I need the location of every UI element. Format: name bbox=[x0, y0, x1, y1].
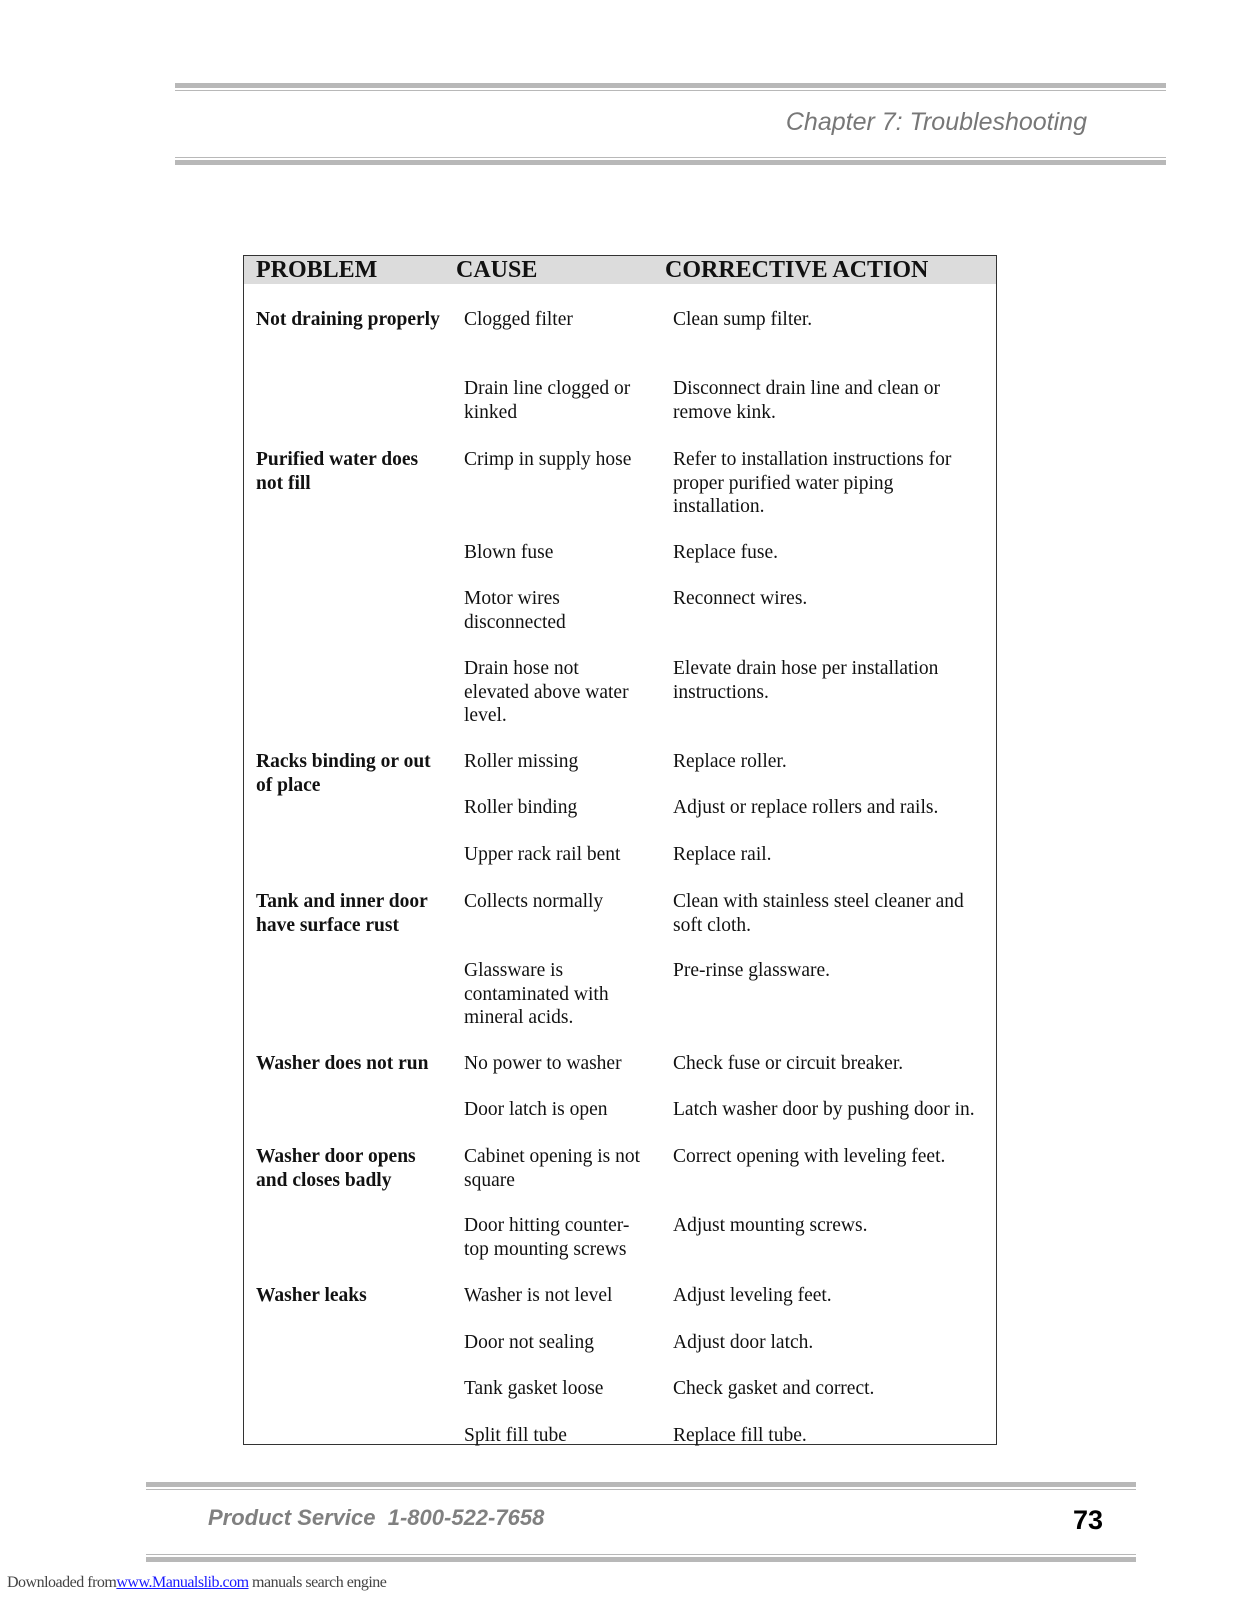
action-cell: Replace fill tube. bbox=[673, 1425, 807, 1446]
action-cell: Refer to installation instructions for proper purified water piping installation. bbox=[673, 449, 952, 517]
cause-cell: Glassware is contaminated with mineral acids. bbox=[464, 960, 609, 1028]
problem-cell: Tank and inner door have surface rust bbox=[256, 891, 428, 936]
download-prefix: Downloaded from bbox=[7, 1574, 117, 1591]
cause-cell: Roller binding bbox=[464, 797, 578, 818]
header-rule-top bbox=[175, 83, 1166, 88]
action-cell: Adjust mounting screws. bbox=[673, 1215, 868, 1236]
header-rule-top-thin bbox=[175, 90, 1166, 91]
manualslib-link[interactable]: www.Manualslib.com bbox=[116, 1574, 249, 1591]
action-cell: Correct opening with leveling feet. bbox=[673, 1146, 946, 1167]
problem-cell: Washer leaks bbox=[256, 1285, 367, 1306]
header-cause: CAUSE bbox=[456, 257, 538, 283]
cause-cell: Door latch is open bbox=[464, 1099, 608, 1120]
action-cell: Adjust or replace rollers and rails. bbox=[673, 797, 939, 818]
action-cell: Latch washer door by pushing door in. bbox=[673, 1099, 975, 1120]
cause-cell: Door hitting counter-top mounting screws bbox=[464, 1215, 630, 1260]
action-cell: Reconnect wires. bbox=[673, 588, 808, 609]
problem-cell: Purified water does not fill bbox=[256, 449, 419, 494]
action-cell: Replace roller. bbox=[673, 751, 787, 772]
download-suffix: manuals search engine bbox=[248, 1574, 387, 1591]
cause-cell: Clogged filter bbox=[464, 309, 573, 330]
header-corrective-action: CORRECTIVE ACTION bbox=[665, 257, 929, 283]
cause-cell: Washer is not level bbox=[464, 1285, 613, 1306]
action-cell: Clean with stainless steel cleaner and soft cloth. bbox=[673, 891, 964, 936]
cause-cell: Motor wires disconnected bbox=[464, 588, 566, 633]
cause-cell: Tank gasket loose bbox=[464, 1378, 604, 1399]
table-header bbox=[244, 256, 996, 284]
header-rule-bottom-thin bbox=[175, 157, 1166, 158]
problem-cell: Not draining properly bbox=[256, 309, 440, 330]
problem-cell: Racks binding or out of place bbox=[256, 751, 431, 796]
cause-cell: Upper rack rail bent bbox=[464, 844, 621, 865]
cause-cell: No power to washer bbox=[464, 1053, 622, 1074]
problem-cell: Washer does not run bbox=[256, 1053, 429, 1074]
chapter-title: Chapter 7: Troubleshooting bbox=[785, 108, 1087, 136]
footer-rule-top bbox=[146, 1482, 1136, 1487]
cause-cell: Cabinet opening is not square bbox=[464, 1146, 641, 1191]
header-problem: PROBLEM bbox=[256, 257, 378, 283]
download-note bbox=[7, 1574, 386, 1592]
action-cell: Replace fuse. bbox=[673, 542, 779, 563]
cause-cell: Blown fuse bbox=[464, 542, 554, 563]
troubleshooting-table bbox=[243, 255, 997, 1445]
action-cell: Adjust leveling feet. bbox=[673, 1285, 832, 1306]
cause-cell: Crimp in supply hose bbox=[464, 449, 632, 470]
action-cell: Adjust door latch. bbox=[673, 1332, 814, 1353]
cause-cell: Door not sealing bbox=[464, 1332, 594, 1353]
action-cell: Check gasket and correct. bbox=[673, 1378, 875, 1399]
action-cell: Clean sump filter. bbox=[673, 309, 813, 330]
footer-rule-bottom bbox=[146, 1557, 1136, 1562]
cause-cell: Drain hose not elevated above water level. bbox=[464, 658, 629, 726]
cause-cell: Split fill tube bbox=[464, 1425, 567, 1446]
cause-cell: Drain line clogged or kinked bbox=[464, 378, 631, 423]
action-cell: Disconnect drain line and clean or remove kink. bbox=[673, 378, 940, 423]
action-cell: Replace rail. bbox=[673, 844, 772, 865]
product-service-phone: Product Service 1-800-522-7658 bbox=[208, 1505, 545, 1530]
cause-cell: Collects normally bbox=[464, 891, 604, 912]
action-cell: Check fuse or circuit breaker. bbox=[673, 1053, 904, 1074]
cause-cell: Roller missing bbox=[464, 751, 579, 772]
page-number: 73 bbox=[1073, 1505, 1104, 1535]
action-cell: Elevate drain hose per installation instructions. bbox=[673, 658, 939, 703]
problem-cell: Washer door opens and closes badly bbox=[256, 1146, 416, 1191]
header-rule-bottom bbox=[175, 160, 1166, 165]
footer-rule-top-thin bbox=[146, 1489, 1136, 1490]
action-cell: Pre-rinse glassware. bbox=[673, 960, 831, 981]
footer-rule-bottom-thin bbox=[146, 1554, 1136, 1555]
